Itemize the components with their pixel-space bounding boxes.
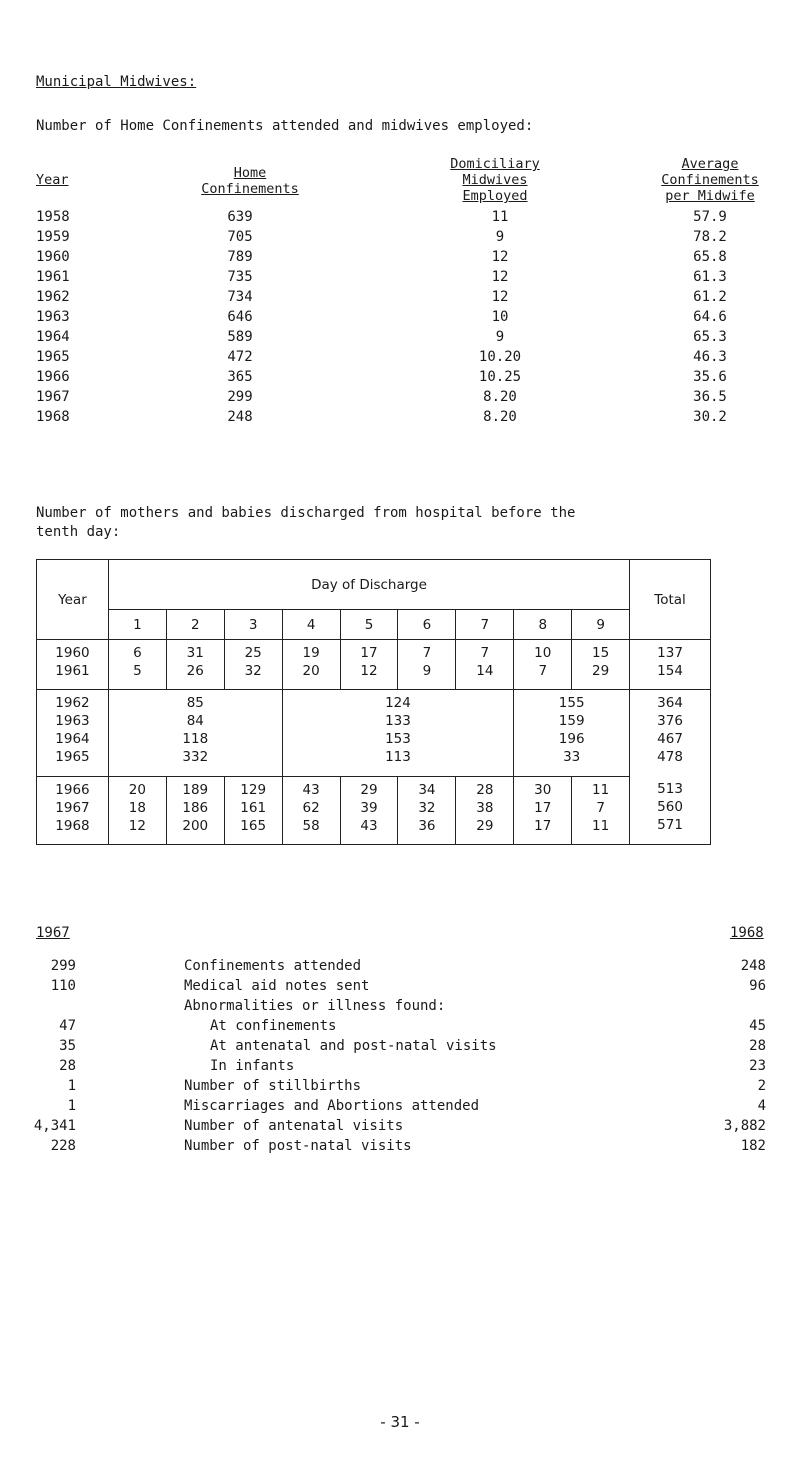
table1-row [0,329,800,351]
value-1968: 23 [749,1058,766,1074]
value-cell: 196 [558,731,585,747]
value-cell: 32 [418,800,436,816]
table2-intro-line1: Number of mothers and babies discharged from hospital before the [36,505,576,521]
home-cell: 472 [227,349,253,365]
value-1967: 299 [50,958,76,974]
home-cell: 299 [227,389,253,405]
total-cell: 467 [657,731,683,747]
midwives-cell: 9 [495,329,505,345]
value-1968: 182 [740,1138,766,1154]
stats-label: Abnormalities or illness found: [184,998,446,1014]
average-cell: 61.2 [693,289,727,305]
year-cell: 1967 [55,800,90,816]
table1-row [0,349,800,371]
average-cell: 46.3 [693,349,727,365]
value-cell: 10 [534,645,552,661]
stats-row [0,1018,800,1038]
table1-row [0,209,800,231]
midwives-cell: 9 [495,229,505,245]
value-cell: 11 [592,818,610,834]
value-cell: 29 [360,782,378,798]
table1-header-year: Year [36,172,69,188]
stats-row [0,1138,800,1158]
value-1968: 45 [749,1018,766,1034]
total-cell: 154 [657,663,683,679]
day-header: 5 [340,610,398,640]
table1-row [0,289,800,311]
average-cell: 35.6 [693,369,727,385]
average-cell: 57.9 [693,209,727,225]
average-cell: 65.8 [693,249,727,265]
table1-header-average: Average Confinements per Midwife [661,156,759,204]
stats-label: Number of post-natal visits [184,1138,412,1154]
value-1967: 228 [50,1138,76,1154]
value-cell: 7 [422,645,432,661]
table1-row [0,309,800,331]
stats-row [0,1038,800,1058]
stats-row [0,1118,800,1138]
value-cell: 200 [182,818,209,834]
day-header: 2 [166,610,224,640]
value-cell: 30 [534,782,552,798]
value-cell: 113 [385,749,411,765]
value-cell: 189 [182,782,209,798]
value-cell: 20 [302,663,320,679]
stats-label: At antenatal and post-natal visits [210,1038,497,1054]
total-cell: 571 [657,817,683,833]
midwives-cell: 10.20 [478,349,522,365]
value-cell: 155 [558,695,585,711]
average-cell: 36.5 [693,389,727,405]
value-cell: 159 [558,713,585,729]
stats-row [0,998,800,1018]
value-cell: 33 [563,749,581,765]
value-cell: 15 [592,645,610,661]
year-cell: 1960 [36,249,70,265]
table2-intro-line2: tenth day: [36,524,121,540]
average-cell: 64.6 [693,309,727,325]
year-cell: 1962 [55,695,90,711]
value-cell: 124 [385,695,411,711]
home-cell: 589 [227,329,253,345]
stats-label: At confinements [210,1018,337,1034]
total-cell: 478 [657,749,683,765]
stats-row [0,978,800,998]
value-cell: 186 [182,800,209,816]
value-cell: 6 [133,645,142,661]
day-header: 8 [514,610,572,640]
stats-label: Confinements attended [184,958,362,974]
table1-row [0,389,800,411]
year-cell: 1961 [36,269,70,285]
year-cell: 1968 [36,409,70,425]
value-1967: 1 [67,1098,76,1114]
home-cell: 365 [227,369,253,385]
stats-label: In infants [210,1058,295,1074]
year-cell: 1962 [36,289,70,305]
stats-label: Miscarriages and Abortions attended [184,1098,480,1114]
value-cell: 17 [360,645,378,661]
year-cell: 1964 [55,731,90,747]
value-cell: 58 [302,818,320,834]
value-cell: 34 [418,782,436,798]
year-cell: 1967 [36,389,70,405]
value-1968: 248 [740,958,766,974]
value-cell: 118 [182,731,209,747]
table1-row [0,369,800,391]
year-cell: 1964 [36,329,70,345]
table2-block-1962-1965 [37,690,711,777]
year-cell: 1959 [36,229,70,245]
value-cell: 32 [244,663,262,679]
table1-row [0,269,800,291]
value-cell: 17 [534,818,552,834]
value-cell: 133 [385,713,411,729]
value-cell: 11 [592,782,610,798]
value-cell: 85 [186,695,204,711]
value-cell: 12 [360,663,378,679]
stats-row [0,1078,800,1098]
year-cell: 1958 [36,209,70,225]
value-cell: 153 [385,731,411,747]
stats-label: Number of antenatal visits [184,1118,404,1134]
value-cell: 26 [186,663,204,679]
value-1967: 28 [59,1058,76,1074]
value-cell: 5 [133,663,142,679]
stats-label: Medical aid notes sent [184,978,370,994]
table1-row [0,409,800,431]
value-cell: 7 [596,800,605,816]
midwives-cell: 10 [491,309,509,325]
value-cell: 20 [128,782,146,798]
total-header: Total [630,560,711,640]
stats-header-1968: 1968 [730,925,764,941]
value-cell: 12 [128,818,146,834]
year-cell: 1963 [55,713,90,729]
day-header: 3 [224,610,282,640]
year-cell: 1960 [55,645,90,661]
value-cell: 39 [360,800,378,816]
day-header: 9 [572,610,630,640]
value-cell: 84 [186,713,204,729]
midwives-cell: 12 [491,269,509,285]
value-cell: 165 [240,818,267,834]
section-heading: Municipal Midwives: [36,74,197,90]
total-cell: 137 [657,645,683,661]
year-cell: 1966 [36,369,70,385]
day-header: 7 [456,610,514,640]
day-header: 4 [282,610,340,640]
table2-block-1966-1968 [37,777,711,845]
home-cell: 789 [227,249,253,265]
value-1967: 4,341 [33,1118,76,1134]
day-of-discharge-header: Day of Discharge [108,560,629,610]
value-1967: 1 [67,1078,76,1094]
total-cell: 376 [657,713,683,729]
stats-row [0,1058,800,1078]
value-1967: 47 [59,1018,76,1034]
value-cell: 332 [182,749,209,765]
stats-row [0,958,800,978]
average-cell: 78.2 [693,229,727,245]
value-cell: 7 [538,663,548,679]
value-1967: 110 [50,978,76,994]
average-cell: 30.2 [693,409,727,425]
day-header: 6 [398,610,456,640]
value-cell: 25 [244,645,262,661]
value-cell: 7 [480,645,490,661]
table2-block-1960-1961 [37,640,711,690]
table1-row [0,249,800,271]
value-cell: 17 [534,800,552,816]
page-number: - 31 - [380,1413,420,1431]
home-cell: 646 [227,309,253,325]
total-cell: 513 [657,781,683,797]
stats-label: Number of stillbirths [184,1078,362,1094]
home-cell: 639 [227,209,253,225]
midwives-cell: 12 [491,289,509,305]
average-cell: 61.3 [693,269,727,285]
table1-row [0,229,800,251]
value-cell: 29 [592,663,610,679]
value-1968: 4 [757,1098,766,1114]
value-cell: 29 [476,818,494,834]
average-cell: 65.3 [693,329,727,345]
midwives-cell: 10.25 [478,369,522,385]
value-cell: 62 [302,800,320,816]
midwives-cell: 8.20 [483,389,517,405]
midwives-cell: 12 [491,249,509,265]
stats-row [0,1098,800,1118]
value-cell: 18 [128,800,146,816]
value-1968: 28 [749,1038,766,1054]
value-cell: 28 [476,782,494,798]
value-1967: 35 [59,1038,76,1054]
stats-header-1967: 1967 [36,925,70,941]
midwives-cell: 11 [491,209,509,225]
value-cell: 19 [302,645,320,661]
value-cell: 36 [418,818,436,834]
value-cell: 43 [360,818,378,834]
value-cell: 31 [186,645,204,661]
value-cell: 14 [476,663,494,679]
table1-intro: Number of Home Confinements attended and midwives employed: [36,118,534,134]
home-cell: 735 [227,269,253,285]
value-1968: 3,882 [723,1118,766,1134]
table1-header-home: Home Confinements [201,165,299,197]
year-cell: 1965 [36,349,70,365]
value-cell: 38 [476,800,494,816]
year-cell: 1961 [55,663,90,679]
table1-header-midwives: Domiciliary Midwives Employed [450,156,540,204]
home-cell: 705 [227,229,253,245]
value-cell: 43 [302,782,320,798]
home-cell: 248 [227,409,253,425]
midwives-cell: 8.20 [483,409,517,425]
value-cell: 161 [240,800,267,816]
value-cell: 129 [240,782,267,798]
total-cell: 560 [657,799,683,815]
year-cell: 1968 [55,818,90,834]
year-cell: 1965 [55,749,90,765]
total-cell: 364 [657,695,683,711]
year-header: Year [37,560,109,640]
value-1968: 96 [749,978,766,994]
value-1968: 2 [757,1078,766,1094]
day-header: 1 [108,610,166,640]
value-cell: 9 [422,663,432,679]
year-cell: 1966 [55,782,90,798]
home-cell: 734 [227,289,253,305]
year-cell: 1963 [36,309,70,325]
discharge-table [36,559,711,845]
